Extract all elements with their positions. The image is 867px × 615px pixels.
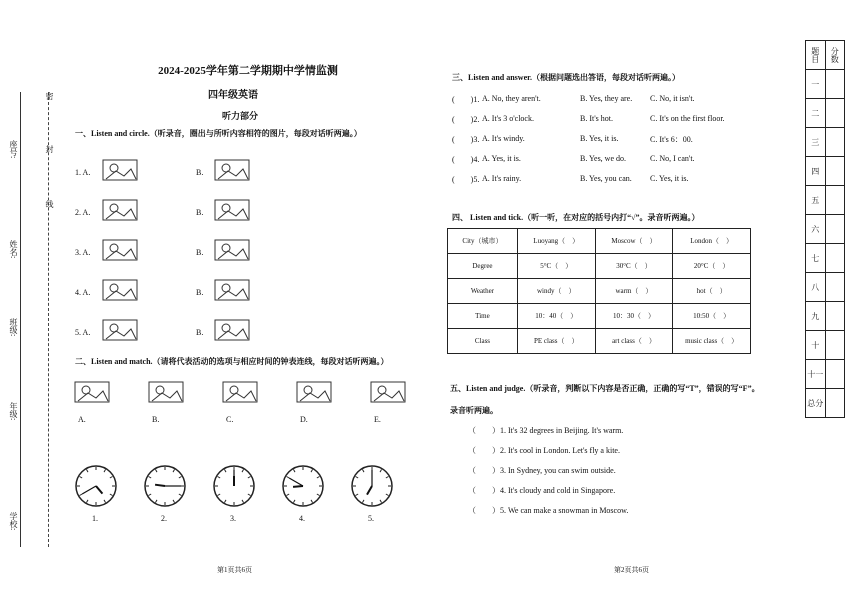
circle-item-label: 4. A. [75,288,91,297]
score-row-label: 四 [806,157,826,186]
answer-bracket: ( )1. [452,95,480,104]
option-c: C. Yes, it is. [650,174,689,183]
option-a-picture [100,156,140,184]
score-blank[interactable] [825,360,845,389]
table-cell: Moscow（ ） [595,229,673,254]
option-c: C. No, it isn't. [650,94,695,103]
school-label: 学校: [9,512,18,531]
judge-item: （ ）5. We can make a snowman in Moscow. [468,506,629,515]
clock-face [350,464,394,508]
activity-picture [294,378,334,406]
table-cell: Luoyang（ ） [517,229,595,254]
table-row [448,279,751,304]
option-a-picture [100,276,140,304]
class-label: 班级: [9,318,18,337]
clock-label: 5. [368,514,374,523]
circle-item-b-label: B. [196,328,204,337]
score-row [806,128,845,157]
table-cell: PE class（ ） [517,329,595,354]
circle-item-label: 1. A. [75,168,91,177]
part5-heading-2: 录音听两遍。 [450,406,498,415]
option-b-picture [212,276,252,304]
option-a-picture [100,196,140,224]
option-a-picture [100,236,140,264]
clock-label: 3. [230,514,236,523]
subject-title: 四年级英语 [208,90,258,101]
activity-picture [220,378,260,406]
table-cell: London（ ） [673,229,751,254]
table-cell: music class（ ） [673,329,751,354]
score-row-label: 二 [806,99,826,128]
table-cell: 10：30（ ） [595,304,673,329]
score-row-label: 十 [806,331,826,360]
activity-picture [72,378,112,406]
clock-face [281,464,325,508]
activity-letter: D. [300,415,308,424]
table-row [448,254,751,279]
table-cell: Weather [448,279,518,304]
score-row-label: 六 [806,215,826,244]
table-cell: Time [448,304,518,329]
score-head-cell: 题目 [806,41,826,70]
score-blank[interactable] [825,157,845,186]
clock-label: 1. [92,514,98,523]
table-cell: City（城市） [448,229,518,254]
activity-letter: B. [152,415,160,424]
score-row [806,157,845,186]
score-table [805,40,845,418]
score-blank[interactable] [825,273,845,302]
judge-item: （ ）1. It's 32 degrees in Beijing. It's warm. [468,426,624,435]
score-row [806,389,845,418]
part1-heading: 一、Listen and circle.（听录音，圈出与所听内容相符的图片，每段对话听两遍。） [75,129,362,138]
circle-item-b-label: B. [196,248,204,257]
clock-face [74,464,118,508]
table-cell: warm（ ） [595,279,673,304]
section-title: 听力部分 [222,111,259,121]
footer-right: 第2页共6页 [614,566,649,574]
score-row [806,360,845,389]
activity-letter: C. [226,415,234,424]
score-row-label: 九 [806,302,826,331]
score-blank[interactable] [825,302,845,331]
score-blank[interactable] [825,128,845,157]
option-c: C. It's 6：00. [650,135,693,144]
option-a: A. It's rainy. [482,174,522,183]
score-blank[interactable] [825,389,845,418]
option-c: C. No, I can't. [650,154,695,163]
score-blank[interactable] [825,70,845,99]
score-row [806,215,845,244]
option-b: B. It's hot. [580,114,613,123]
exam-title: 2024-2025学年第二学期期中学情监测 [158,65,338,77]
option-b: B. Yes, we do. [580,154,627,163]
score-row-label: 一 [806,70,826,99]
option-b: B. Yes, you can. [580,174,632,183]
seal-char-1: 密 [45,92,54,100]
table-row [448,304,751,329]
score-blank[interactable] [825,244,845,273]
option-b-picture [212,156,252,184]
activity-letter: E. [374,415,381,424]
table-cell: 20°C（ ） [673,254,751,279]
option-a-picture [100,316,140,344]
judge-item: （ ）4. It's cloudy and cold in Singapore. [468,486,616,495]
score-row-label: 八 [806,273,826,302]
option-b-picture [212,316,252,344]
circle-item-label: 3. A. [75,248,91,257]
clock-face [143,464,187,508]
score-blank[interactable] [825,186,845,215]
score-row-label: 十一 [806,360,826,389]
table-cell: 10:50（ ） [673,304,751,329]
answer-bracket: ( )5. [452,175,480,184]
score-row [806,273,845,302]
score-row-label: 五 [806,186,826,215]
circle-item-label: 5. A. [75,328,91,337]
table-cell: 10：40（ ） [517,304,595,329]
score-row [806,99,845,128]
table-cell: Class [448,329,518,354]
score-row-label: 七 [806,244,826,273]
score-row-label: 三 [806,128,826,157]
clock-label: 4. [299,514,305,523]
option-b-picture [212,236,252,264]
circle-item-label: 2. A. [75,208,91,217]
table-cell: Degree [448,254,518,279]
answer-bracket: ( )4. [452,155,480,164]
option-a: A. It's windy. [482,134,525,143]
score-row [806,331,845,360]
table-row [448,329,751,354]
tick-table [447,228,751,354]
judge-item: （ ）3. In Sydney, you can swim outside. [468,466,616,475]
footer-left: 第1页共6页 [217,566,252,574]
answer-bracket: ( )3. [452,135,480,144]
activity-picture [146,378,186,406]
part3-heading: 三、Listen and answer.（根据问题选出答语，每段对话听两遍。） [452,73,680,82]
part4-heading: 四、 Listen and tick.（听一听，在对应的括号内打“√”。录音听两遍。） [452,213,700,222]
seal-char-3: 线 [45,200,54,208]
seal-line [48,92,49,547]
table-cell: 30°C（ ） [595,254,673,279]
option-b: B. Yes, it is. [580,134,619,143]
part2-heading: 二、Listen and match.（请将代表活动的选项与相应时间的钟表连线，每段对话听两遍。） [75,357,389,366]
score-blank[interactable] [825,99,845,128]
score-head-cell: 分数 [825,41,845,70]
clock-face [212,464,256,508]
grade-label: 年级: [9,402,18,421]
option-a: A. Yes, it is. [482,154,521,163]
score-row [806,244,845,273]
activity-picture [368,378,408,406]
circle-item-b-label: B. [196,288,204,297]
name-label: 姓名: [9,240,18,259]
score-row [806,302,845,331]
table-cell: hot（ ） [673,279,751,304]
option-b-picture [212,196,252,224]
score-blank[interactable] [825,215,845,244]
answer-bracket: ( )2. [452,115,480,124]
seat-label: 座号: [9,140,18,159]
table-cell: art class（ ） [595,329,673,354]
score-row-label: 总分 [806,389,826,418]
score-row [806,70,845,99]
binding-line [20,92,21,547]
part5-heading: 五、Listen and judge.（听录音，判断以下内容是否正确，正确的写“T”，错误的写“F”。 [450,384,760,393]
option-a: A. No, they aren't. [482,94,541,103]
option-a: A. It's 3 o'clock. [482,114,534,123]
judge-item: （ ）2. It's cool in London. Let's fly a kite. [468,446,620,455]
clock-label: 2. [161,514,167,523]
score-blank[interactable] [825,331,845,360]
score-row [806,186,845,215]
table-cell: 5°C（ ） [517,254,595,279]
option-c: C. It's on the first floor. [650,114,725,123]
activity-letter: A. [78,415,86,424]
table-cell: windy（ ） [517,279,595,304]
circle-item-b-label: B. [196,208,204,217]
seal-char-2: 封 [45,145,54,153]
score-head-row [806,41,845,70]
circle-item-b-label: B. [196,168,204,177]
option-b: B. Yes, they are. [580,94,633,103]
table-row [448,229,751,254]
